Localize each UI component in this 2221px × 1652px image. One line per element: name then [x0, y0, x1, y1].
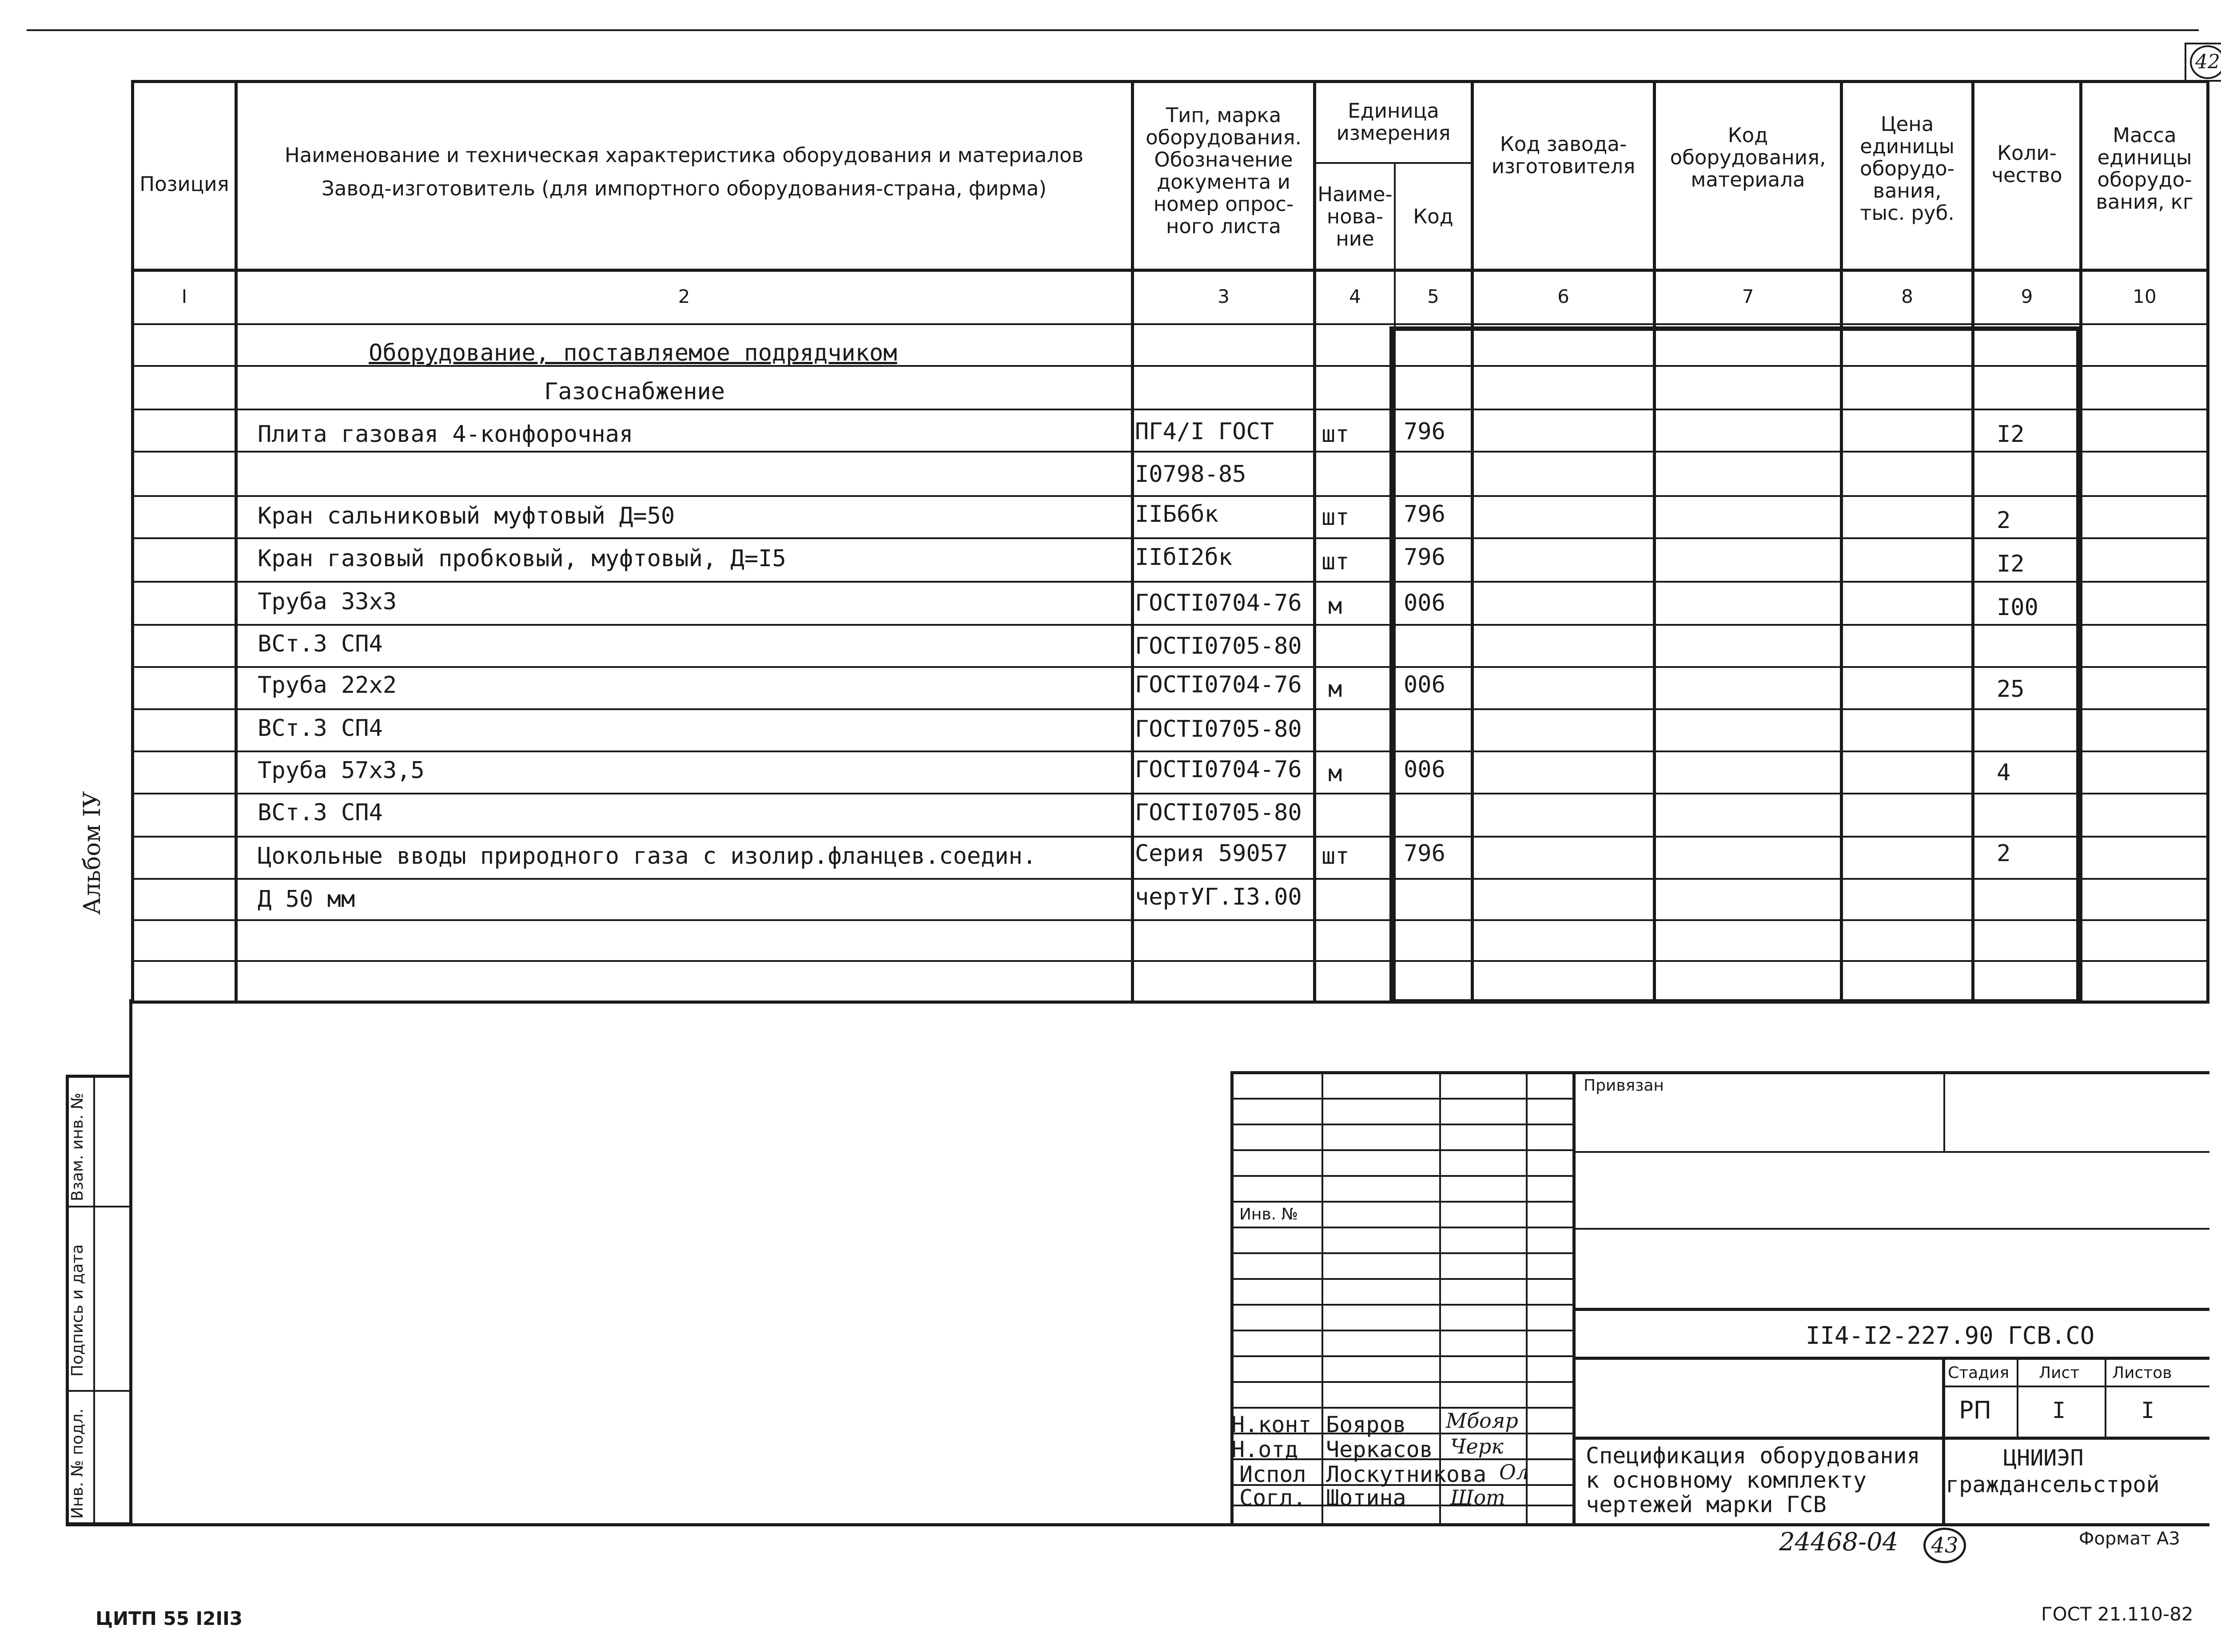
item-type: ГОСТI0704-76	[1135, 756, 1302, 783]
header-unit-code: Код	[1413, 204, 1453, 228]
tb-role: Испол	[1239, 1461, 1306, 1487]
tb-hline	[1230, 1330, 1572, 1331]
side-stamp-div	[66, 1390, 132, 1392]
tb-right-hline	[1572, 1437, 2209, 1440]
tb-right-hline	[1572, 1151, 2209, 1153]
header-qty	[1974, 138, 2079, 191]
side-vzam-label: Взам. инв. №	[68, 1092, 87, 1201]
tb-sheet-label: Лист	[2039, 1364, 2080, 1382]
item-type: ГОСТI0704-76	[1135, 671, 1302, 698]
header-unit-name-line: Наиме-	[1317, 182, 1393, 206]
tb-sheets: I	[2141, 1398, 2155, 1423]
item-unit: м	[1328, 760, 1342, 787]
item-code: 796	[1404, 501, 1445, 528]
section-subheading: Газоснабжение	[544, 378, 725, 405]
tb-signature: Ол	[1499, 1460, 1529, 1484]
side-podpis-label: Подпись и дата	[68, 1244, 87, 1377]
col-number: 6	[1557, 286, 1569, 307]
header-position: Позиция	[139, 172, 229, 196]
item-type: Серия 59057	[1135, 840, 1288, 867]
tb-signature: Черк	[1450, 1434, 1504, 1458]
item-unit: шт	[1321, 421, 1349, 448]
colnum-bottom	[131, 323, 2209, 325]
header-price-line: тыс. руб.	[1860, 201, 1954, 225]
header-factory-line: Код завода-	[1500, 132, 1627, 156]
item-type: ПГ4/I ГОСТ	[1135, 418, 1274, 445]
header-unit-group	[1316, 84, 1471, 160]
item-type: IIбI2бк	[1135, 544, 1233, 571]
header-unit-line: измерения	[1336, 121, 1451, 145]
side-inv-label: Инв. № подл.	[68, 1408, 87, 1519]
tb-org-line: граждансельстрой	[1946, 1472, 2160, 1497]
item-type: чертУГ.I3.00	[1135, 884, 1302, 910]
col-number: 9	[2021, 286, 2033, 307]
tb-role: Согл.	[1239, 1485, 1306, 1511]
tb-description-line: к основному комплекту	[1586, 1467, 1867, 1493]
header-mass-line: Масса	[2113, 123, 2177, 147]
item-type: ГОСТI0705-80	[1135, 633, 1302, 659]
col-number: 2	[678, 286, 690, 307]
footer-format: Формат А3	[2079, 1529, 2180, 1549]
footer-handwritten-number: 24468-04	[1779, 1528, 1899, 1557]
item-type: IIБ6бк	[1135, 501, 1218, 528]
tb-vline	[1526, 1071, 1528, 1524]
tb-hline	[1230, 1381, 1572, 1383]
tb-person: Лоскутникова	[1326, 1461, 1487, 1487]
tb-hline	[1230, 1201, 1572, 1203]
tb-hline	[1230, 1407, 1572, 1409]
item-qty: I2	[1997, 421, 2025, 448]
item-unit: м	[1328, 676, 1342, 703]
tb-doc-code: II4-I2-227.90 ГСВ.СО	[1806, 1322, 2095, 1350]
header-equip-code	[1656, 113, 1840, 202]
item-qty: 2	[1997, 840, 2011, 867]
footer-circle-number: 43	[1931, 1533, 1958, 1558]
col-number: I	[181, 286, 187, 307]
tb-privyazan: Привязан	[1584, 1076, 1664, 1095]
item-name: Д 50 мм	[258, 886, 355, 913]
header-unit-line: Единица	[1348, 99, 1439, 123]
tb-sheet: I	[2052, 1398, 2066, 1423]
item-code: 796	[1404, 544, 1445, 571]
header-type	[1134, 100, 1313, 242]
tb-stage-hline	[1942, 1386, 2209, 1387]
item-unit: шт	[1321, 548, 1349, 575]
tb-hline	[1230, 1355, 1572, 1357]
col-number: 8	[1901, 286, 1913, 307]
header-qty-line: чество	[1991, 163, 2062, 187]
item-type: ГОСТI0704-76	[1135, 590, 1302, 616]
col-number: 7	[1742, 286, 1754, 307]
item-name: Труба 57х3,5	[258, 757, 425, 784]
header-price-line: Цена	[1880, 112, 1934, 136]
tb-hline	[1230, 1227, 1572, 1228]
col-number: 10	[2133, 286, 2157, 307]
album-label: Альбом IУ	[79, 791, 106, 915]
header-mass	[2082, 120, 2207, 218]
header-type-line: номер опрос-	[1153, 192, 1294, 216]
item-type: I0798-85	[1135, 461, 1246, 488]
item-qty: 25	[1997, 676, 2025, 703]
page-left-rule	[129, 999, 132, 1525]
item-name: Кран сальниковый муфтовый Д=50	[258, 503, 675, 529]
header-factory-line: изготовителя	[1491, 155, 1636, 178]
tb-hline	[1230, 1304, 1572, 1306]
highlight-block	[1389, 326, 2081, 1004]
header-factory-code	[1474, 115, 1653, 195]
tb-hline	[1230, 1252, 1572, 1254]
item-type: ГОСТI0705-80	[1135, 799, 1302, 826]
item-code: 006	[1404, 590, 1445, 616]
col-sep-1	[235, 80, 238, 1004]
tb-right-hline	[1572, 1308, 2209, 1311]
unit-group-line	[1313, 162, 1471, 164]
tb-signature: Мбояр	[1446, 1409, 1518, 1433]
item-name: ВСт.3 СП4	[258, 799, 383, 826]
header-mass-line: вания, кг	[2096, 190, 2193, 214]
header-price-line: вания,	[1873, 179, 1942, 203]
item-qty: I00	[1997, 594, 2038, 621]
item-name: Плита газовая 4-конфорочная	[258, 421, 633, 448]
header-type-line: оборудования.	[1146, 126, 1302, 149]
item-name: ВСт.3 СП4	[258, 631, 383, 657]
tb-stage-vline	[1942, 1357, 1945, 1525]
header-equip-line: оборудования,	[1670, 146, 1826, 169]
tb-role: Н.отд	[1231, 1437, 1298, 1462]
header-type-line: Тип, марка	[1166, 103, 1282, 127]
tb-hline	[1230, 1278, 1572, 1280]
tb-right-hline	[1572, 1357, 2209, 1360]
tb-signature: Шот	[1450, 1485, 1505, 1509]
item-code: 006	[1404, 671, 1445, 698]
item-code: 796	[1404, 418, 1445, 445]
tb-hline	[1230, 1149, 1572, 1151]
col-number: 4	[1349, 286, 1361, 307]
tb-vline	[1321, 1071, 1323, 1524]
tb-person: Бояров	[1326, 1412, 1406, 1438]
item-qty: 2	[1997, 507, 2011, 534]
tb-hline	[1230, 1124, 1572, 1125]
item-name: Кран газовый пробковый, муфтовый, Д=I5	[258, 545, 786, 572]
header-name-line2: Завод-изготовитель (для импортного оборудования-страна, фирма)	[321, 177, 1047, 200]
side-stamp-div	[66, 1206, 132, 1207]
tb-description-line: Спецификация оборудования	[1586, 1443, 1920, 1469]
tb-org-line: ЦНИИЭП	[2003, 1445, 2084, 1471]
tb-description-line: чертежей марки ГСВ	[1586, 1492, 1827, 1517]
col-sep-2	[1131, 80, 1134, 1004]
tb-inv-label: Инв. №	[1239, 1205, 1298, 1223]
tb-right-vline	[1943, 1071, 1945, 1151]
item-code: 006	[1404, 756, 1445, 783]
section-heading: Оборудование, поставляемое подрядчиком	[369, 340, 897, 366]
item-unit: м	[1328, 593, 1342, 620]
tb-vline	[1572, 1071, 1576, 1524]
header-equip-line: Код	[1727, 123, 1768, 147]
header-equip-line: материала	[1691, 168, 1805, 191]
footer-left-code: ЦИТП 55 I2II3	[96, 1608, 243, 1629]
header-unit-name	[1316, 167, 1394, 266]
tb-person: Черкасов	[1326, 1437, 1433, 1462]
header-unit-name-line: нова-	[1326, 204, 1384, 228]
col-sep-3	[1313, 80, 1316, 1004]
item-qty: I2	[1997, 551, 2025, 577]
footer-circle	[1923, 1528, 1966, 1563]
tb-stage-label: Стадия	[1948, 1364, 2010, 1382]
tb-right-hline	[1572, 1228, 2209, 1230]
header-mass-line: единицы	[2097, 146, 2192, 169]
page-number-circle	[2190, 45, 2221, 79]
tb-person: Шотина	[1326, 1485, 1406, 1511]
header-price	[1843, 102, 1971, 235]
item-name: Труба 22х2	[258, 672, 397, 699]
header-price-line: оборудо-	[1860, 157, 1954, 180]
header-type-line: документа и	[1157, 170, 1290, 194]
page-number: 42	[2195, 51, 2220, 73]
item-name: Труба 33х3	[258, 588, 397, 615]
header-mass-line: оборудо-	[2097, 168, 2192, 191]
tb-hline	[1230, 1175, 1572, 1177]
item-unit: шт	[1321, 504, 1349, 531]
item-code: 796	[1404, 840, 1445, 867]
tb-vline	[1439, 1071, 1441, 1524]
col-number: 5	[1427, 286, 1439, 307]
tb-hline	[1230, 1098, 1572, 1100]
tb-stage-vline	[2017, 1357, 2018, 1437]
header-type-line: Обозначение	[1154, 148, 1293, 171]
tb-role: Н.конт	[1231, 1412, 1312, 1438]
header-price-line: единицы	[1860, 135, 1954, 158]
item-name: ВСт.3 СП4	[258, 715, 383, 742]
footer-right-code: ГОСТ 21.110-82	[2041, 1603, 2193, 1625]
item-qty: 4	[1997, 759, 2011, 786]
tb-stage-vline	[2105, 1357, 2106, 1437]
header-qty-line: Коли-	[1997, 141, 2057, 165]
header-type-line: ного листа	[1166, 214, 1281, 238]
item-unit: шт	[1321, 843, 1349, 870]
tb-sheets-label: Листов	[2112, 1364, 2172, 1382]
top-rule	[27, 29, 2199, 31]
item-type: ГОСТI0705-80	[1135, 716, 1302, 743]
header-name-line1: Наименование и техническая характеристика оборудования и материалов	[284, 143, 1084, 167]
header-unit-name-line: ние	[1336, 226, 1374, 250]
col-number: 3	[1218, 286, 1230, 307]
side-stamp-inner	[93, 1075, 95, 1525]
header-bottom	[131, 269, 2209, 272]
tb-stage: РП	[1959, 1396, 1992, 1424]
item-name: Цокольные вводы природного газа с изолир.фланцев.соедин.	[258, 843, 1037, 870]
